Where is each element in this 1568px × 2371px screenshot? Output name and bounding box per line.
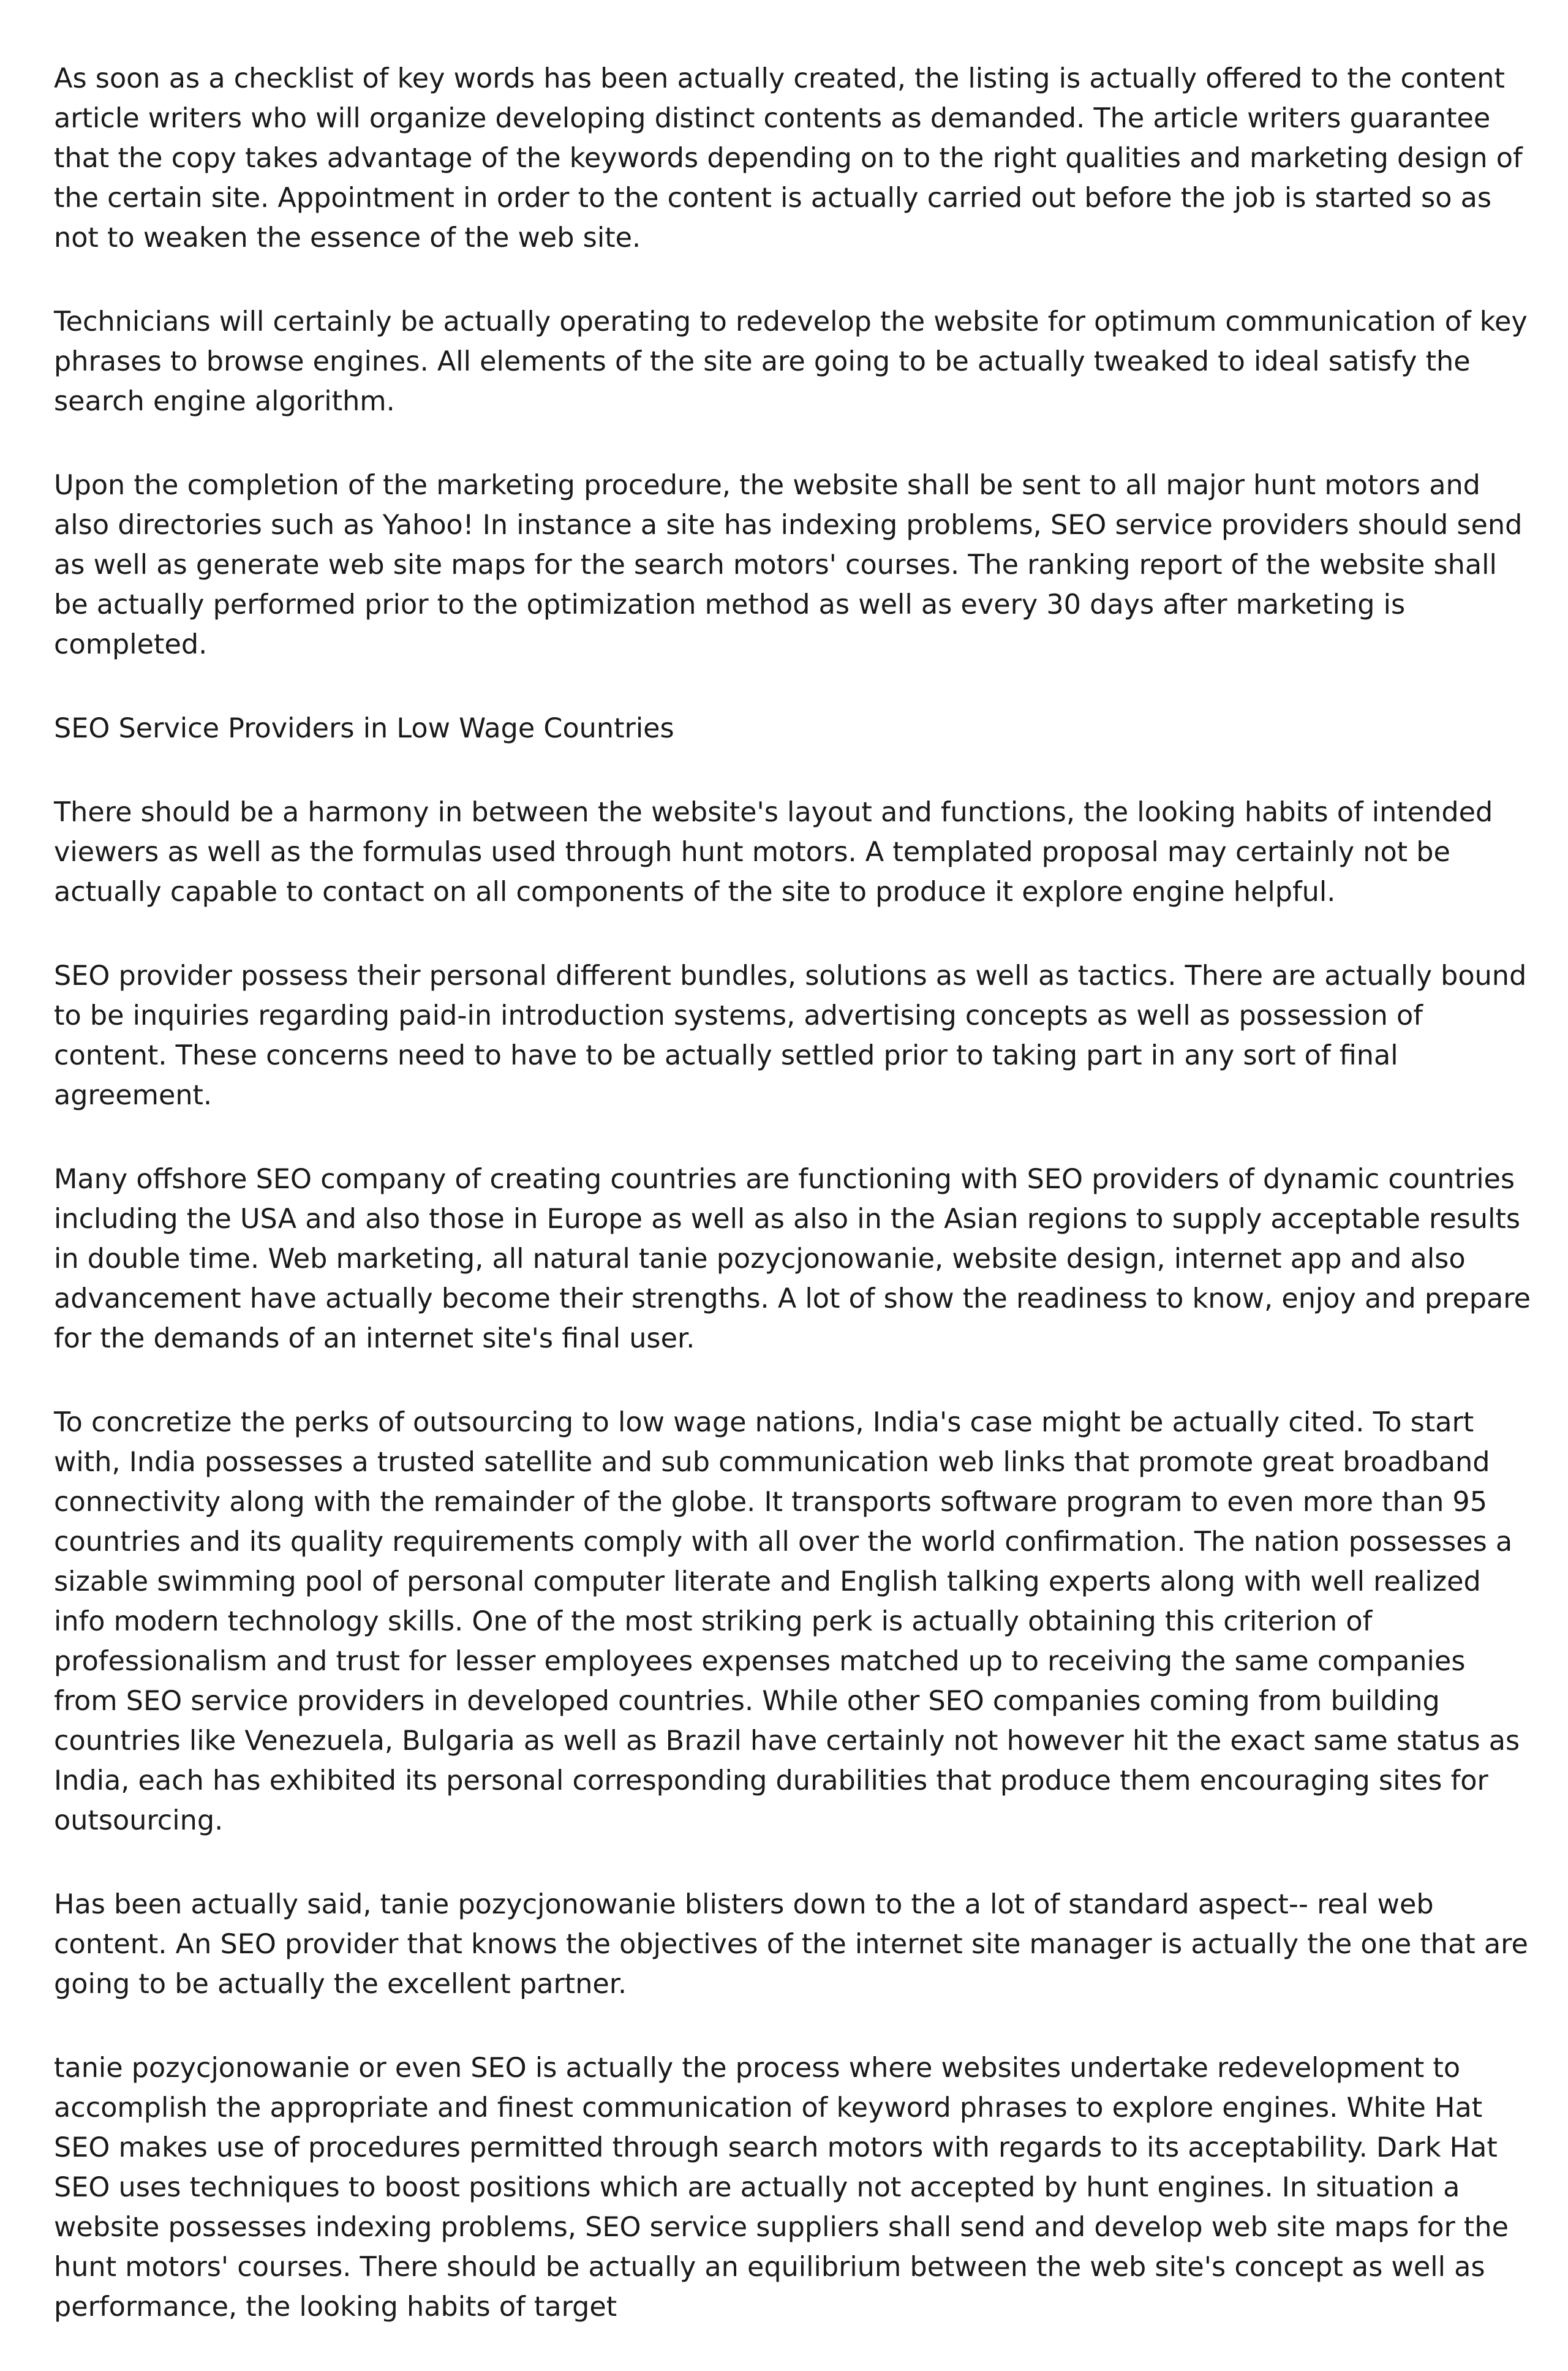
paragraph-bundles: SEO provider possess their personal different bundles, solutions as well as tactics. There are actually bound to be inquiries regarding paid-in introduction systems, advertising concepts as well as possession of content. These concerns need to have to be actually settled prior to taking part in any sort of final agreement. — [54, 960, 1527, 1111]
paragraph-completion: Upon the completion of the marketing procedure, the website shall be sent to all major hunt motors and also directories such as Yahoo! In instance a site has indexing problems, SEO service providers should send as well as generate web site maps for the search motors' courses. The ranking report of the website shall be actually performed prior to the optimization method as well as every 30 days after marketing is completed. — [54, 470, 1523, 660]
paragraph-keyword-checklist: As soon as a checklist of key words has been actually created, the listing is actually offered to the content article writers who will organize developing distinct contents as demanded. The article writers guarantee that the copy takes advantage of the keywords depending on to the right qualities and marketing design of the certain site. Appointment in order to the content is actually carried out before the job is started so as not to weaken the essence of the web site. — [54, 63, 1523, 254]
paragraph-india: To concretize the perks of outsourcing to low wage nations, India's case might be actually cited. To start with, India possesses a trusted satellite and sub communication web links that promote great broadband connectivity along with the remainder of the globe. It transports software program to even more than 95 countries and its quality requirements comply with all over the world confirmation. The nation possesses a sizable swimming pool of personal computer literate and English talking experts along with well realized info modern technology skills. One of the most striking perk is actually obtaining this criterion of professionalism and trust for lesser employees expenses matched up to receiving the same companies from SEO service providers in developed countries. While other SEO companies coming from building countries like Venezuela, Bulgaria as well as Brazil have certainly not however hit the exact same status as India, each has exhibited its personal corresponding durabilities that produce them encouraging sites for outsourcing. — [54, 1407, 1520, 1836]
paragraph-offshore: Many offshore SEO company of creating countries are functioning with SEO providers of dynamic countries including the USA and also those in Europe as well as also in the Asian regions to supply acceptable results in double time. Web marketing, all natural tanie pozycjonowanie, website design, internet app and also advancement have actually become their strengths. A lot of show the readiness to know, enjoy and prepare for the demands of an internet site's final user. — [54, 1164, 1531, 1354]
document-body — [54, 59, 1536, 2371]
paragraph-process: tanie pozycjonowanie or even SEO is actually the process where websites undertake redevelopment to accomplish the appropriate and finest communication of keyword phrases to explore engines. White Hat SEO makes use of procedures permitted through search motors with regards to its acceptability. Dark Hat SEO uses techniques to boost positions which are actually not accepted by hunt engines. In situation a website possesses indexing problems, SEO service suppliers shall send and develop web site maps for the hunt motors' courses. There should be actually an equilibrium between the web site's concept as well as performance, the looking habits of target — [54, 2052, 1509, 2323]
paragraph-harmony: There should be a harmony in between the website's layout and functions, the looking habits of intended viewers as well as the formulas used through hunt motors. A templated proposal may certainly not be actually capable to contact on all components of the site to produce it explore engine helpful. — [54, 797, 1493, 908]
paragraph-technicians: Technicians will certainly be actually operating to redevelop the website for optimum communication of key phrases to browse engines. All elements of the site are going to be actually tweaked to ideal satisfy the search engine algorithm. — [54, 306, 1528, 417]
section-heading: SEO Service Providers in Low Wage Countries — [54, 713, 674, 744]
paragraph-said: Has been actually said, tanie pozycjonowanie blisters down to the a lot of standard aspect-- real web content. An SEO provider that knows the objectives of the internet site manager is actually the one that are going to be actually the excellent partner. — [54, 1889, 1528, 2000]
